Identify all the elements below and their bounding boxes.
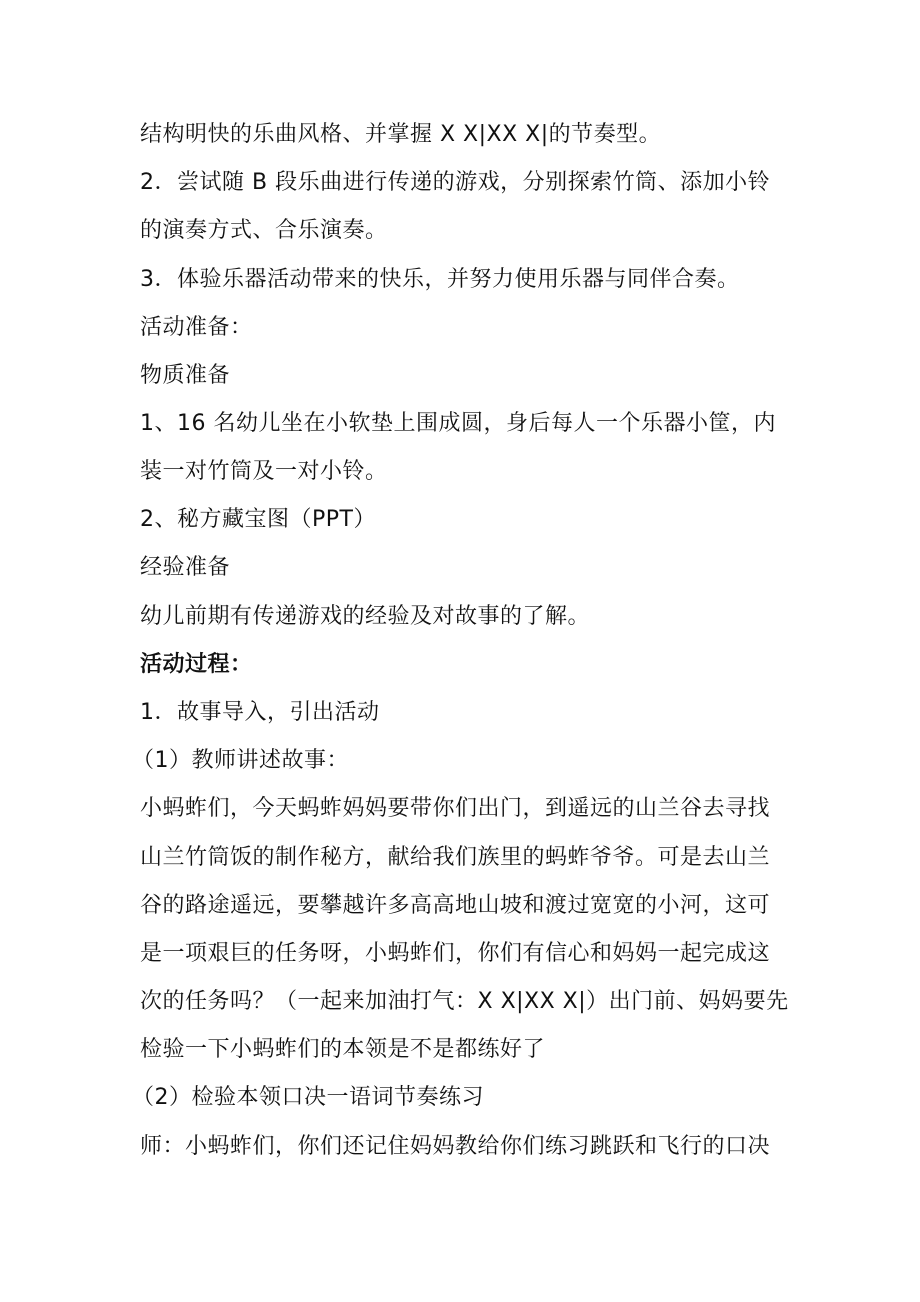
- process-substep-1: （1）教师讲述故事：: [132, 748, 349, 773]
- subheading-experience-preparation: 经验准备: [140, 555, 231, 580]
- story-line-5: 次的任务吗？（一起来加油打气：X X|XX X|）出门前、妈妈要先: [140, 989, 789, 1014]
- teacher-line: 师：小蚂蚱们，你们还记住妈妈教给你们练习跳跃和飞行的口决: [140, 1134, 771, 1159]
- section-heading-process: 活动过程：: [140, 652, 253, 677]
- story-line-4: 是一项艰巨的任务呀，小蚂蚱们，你们有信心和妈妈一起完成这: [140, 941, 771, 966]
- material-item-2: 2、秘方藏宝图（PPT）: [140, 507, 376, 532]
- material-item-1-line-1: 1、16 名幼儿坐在小软垫上围成圆，身后每人一个乐器小筐，内: [140, 411, 776, 436]
- story-line-6: 检验一下小蚂蚱们的本领是不是都练好了: [140, 1037, 546, 1062]
- process-substep-2: （2）检验本领口决一语词节奏练习: [132, 1085, 484, 1110]
- process-step-1: 1．故事导入，引出活动: [140, 700, 380, 725]
- objective-3: 3．体验乐器活动带来的快乐，并努力使用乐器与同伴合奏。: [140, 267, 740, 292]
- material-item-1-line-2: 装一对竹筒及一对小铃。: [140, 459, 388, 484]
- story-line-3: 谷的路途遥远，要攀越许多高高地山坡和渡过宽宽的小河，这可: [140, 893, 771, 918]
- subheading-material-preparation: 物质准备: [140, 363, 231, 388]
- text-line: 结构明快的乐曲风格、并掌握 X X|XX X|的节奏型。: [140, 122, 662, 147]
- story-line-2: 山兰竹筒饭的制作秘方，献给我们族里的蚂蚱爷爷。可是去山兰: [140, 845, 771, 870]
- story-line-1: 小蚂蚱们，今天蚂蚱妈妈要带你们出门，到遥远的山兰谷去寻找: [140, 796, 771, 821]
- objective-2-line-2: 的演奏方式、合乐演奏。: [140, 218, 388, 243]
- section-heading-preparation: 活动准备：: [140, 315, 253, 340]
- objective-2-line-1: 2．尝试随 B 段乐曲进行传递的游戏，分别探索竹筒、添加小铃: [140, 170, 771, 195]
- experience-text: 幼儿前期有传递游戏的经验及对故事的了解。: [140, 604, 591, 629]
